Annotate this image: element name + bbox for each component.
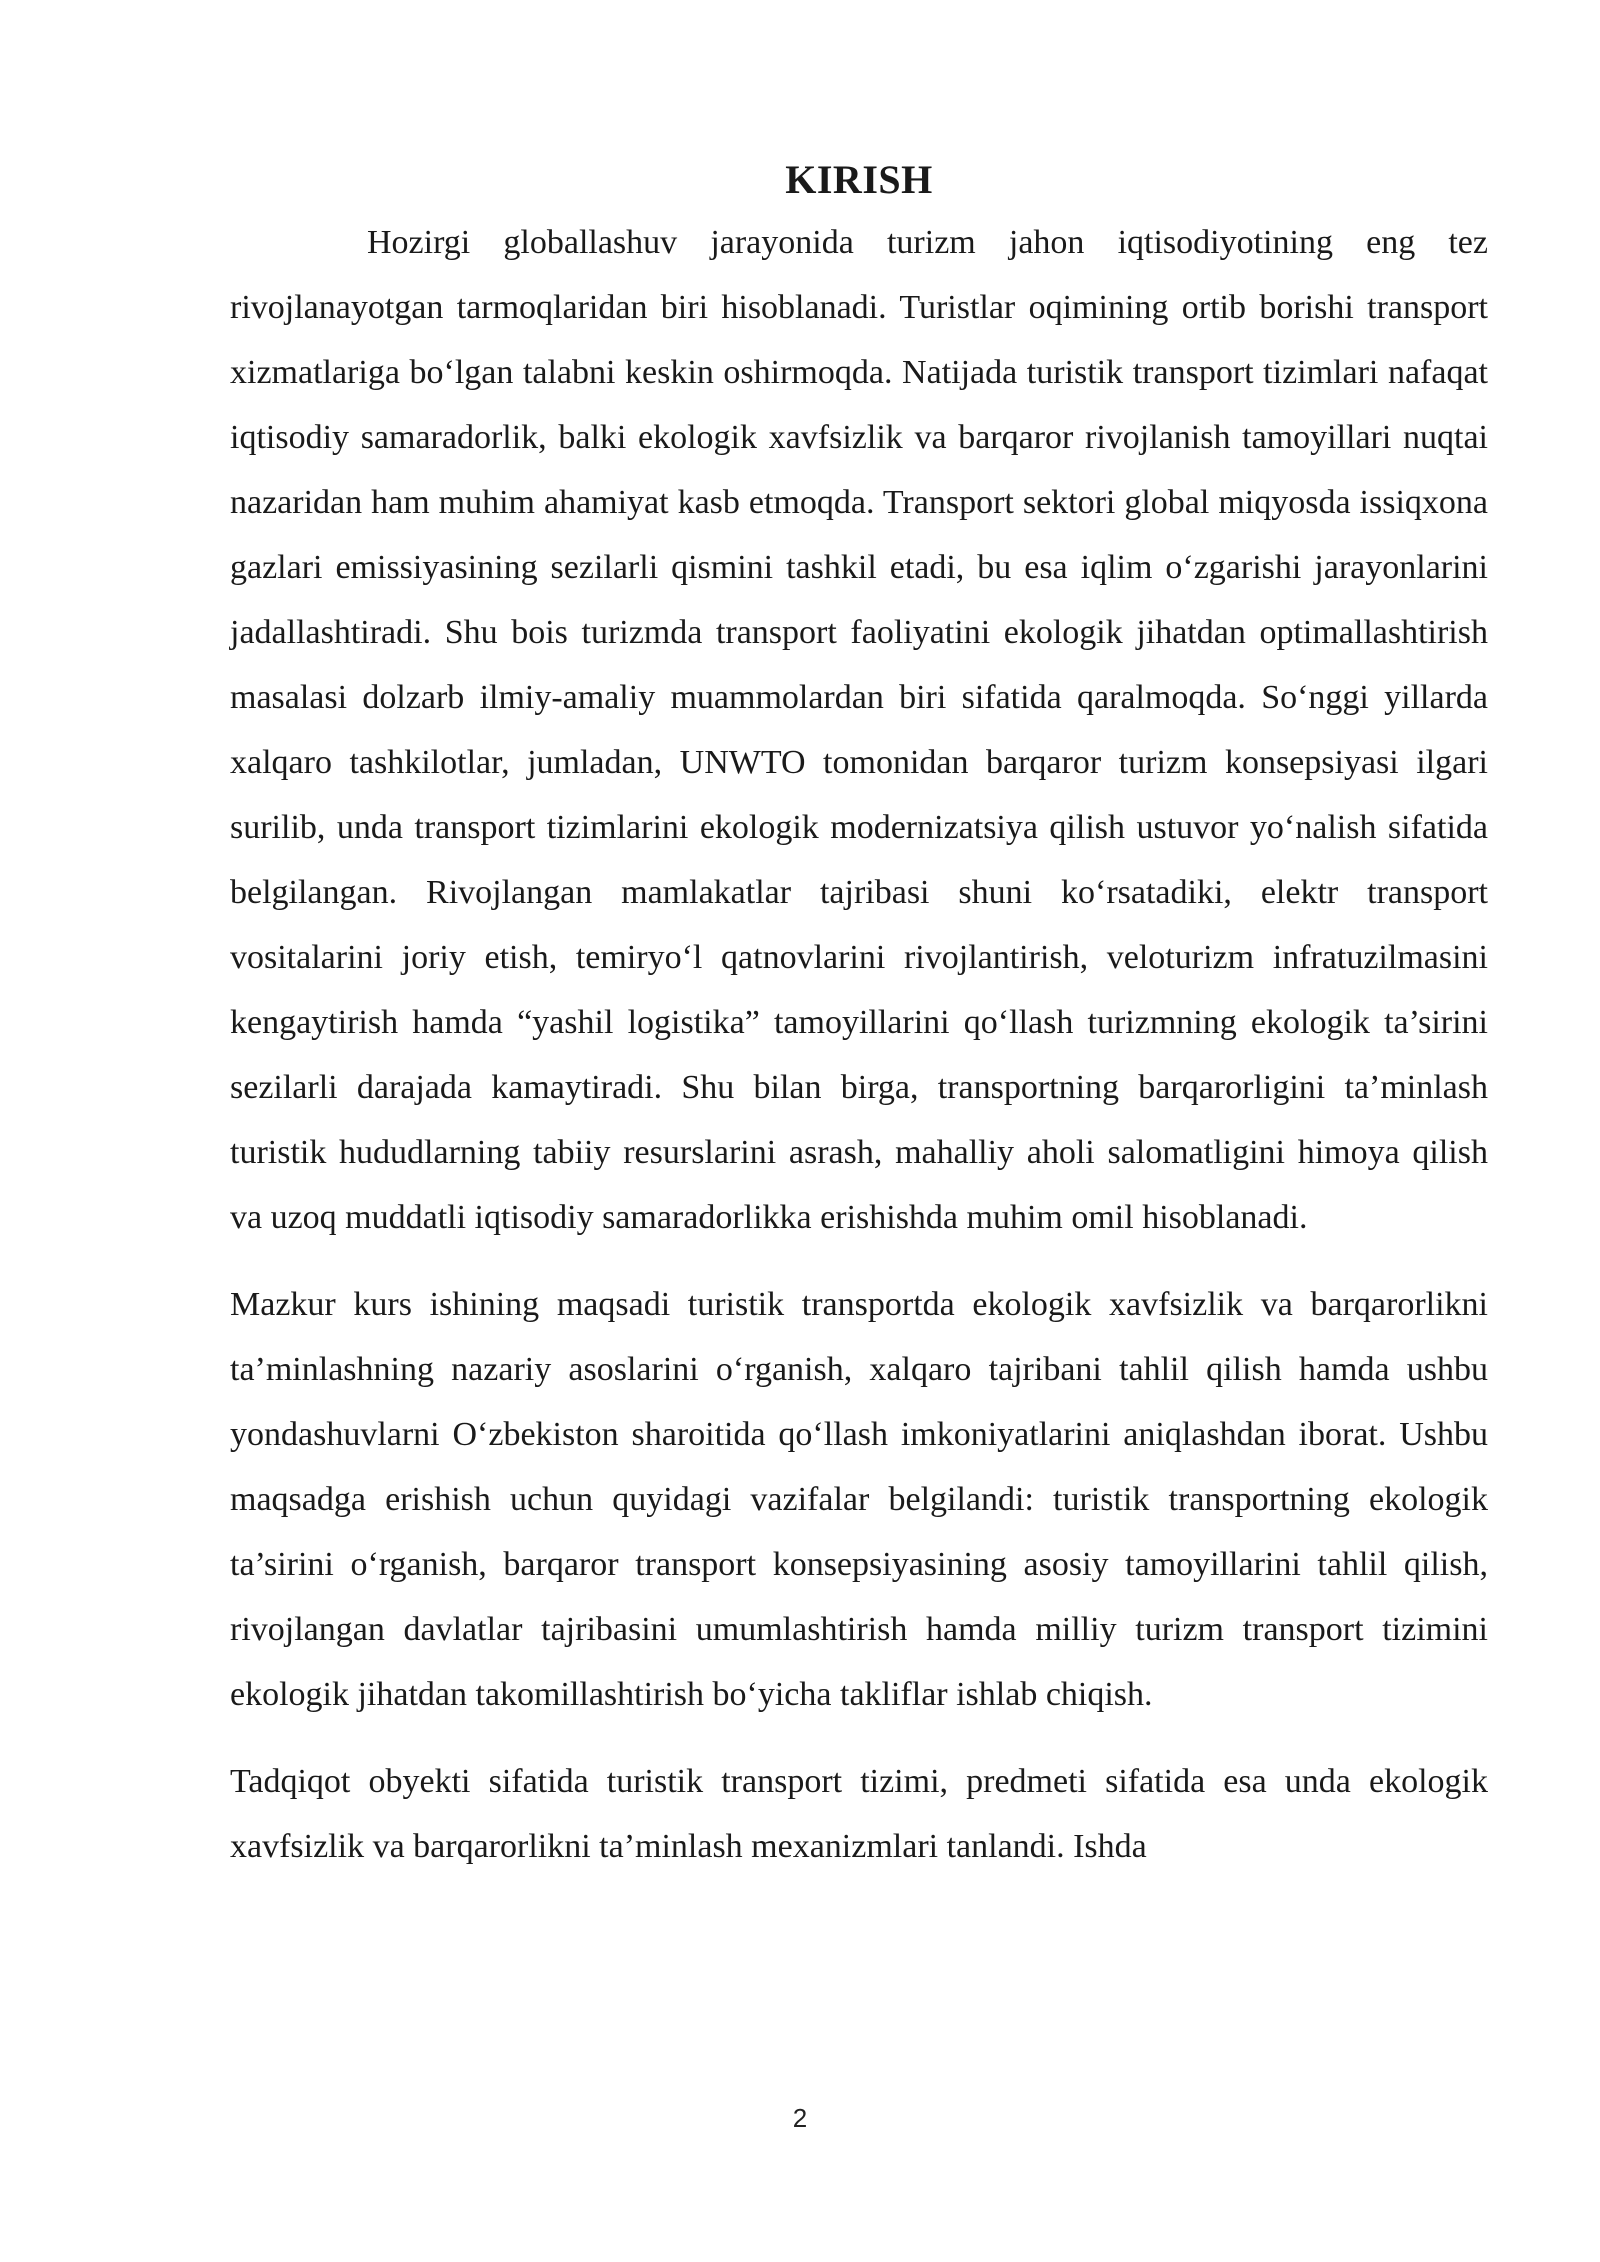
paragraph-introduction: Hozirgi globallashuv jarayonida turizm jahon iqtisodiyotining eng tez rivojlanayotgan tarmoqlaridan biri hisoblanadi. Turistlar oqimining ortib borishi transport xizmatlariga bo‘lgan talabni keskin oshirmoqda. Natijada turistik transport tizimlari nafaqat iqtisodiy samaradorlik, balki ekologik xavfsizlik va barqaror rivojlanish tamoyillari nuqtai nazaridan ham muhim ahamiyat kasb etmoqda. Transport sektori global miqyosda issiqxona gazlari emissiyasining sezilarli qismini tashkil etadi, bu esa iqlim o‘zgarishi jarayonlarini jadallashtiradi. Shu bois turizmda transport faoliyatini ekologik jihatdan optimallashtirish masalasi dolzarb ilmiy-amaliy muammolardan biri sifatida qaralmoqda. So‘nggi yillarda xalqaro tashkilotlar, jumladan, UNWTO tomonidan barqaror turizm konsepsiyasi ilgari surilib, unda transport tizimlarini ekologik modernizatsiya qilish ustuvor yo‘nalish sifatida belgilangan. Rivojlangan mamlakatlar tajribasi shuni ko‘rsatadiki, elektr transport vositalarini joriy etish, temiryo‘l qatnovlarini rivojlantirish, veloturizm infratuzilmasini kengaytirish hamda “yashil logistika” tamoyillarini qo‘llash turizmning ekologik ta’sirini sezilarli darajada kamaytiradi. Shu bilan birga, transportning barqarorligini ta’minlash turistik hududlarning tabiiy resurslarini asrash, mahalliy aholi salomatligini himoya qilish va uzoq muddatli iqtisodiy samaradorlikka erishishda muhim omil hisoblanadi. bbox=[230, 224, 1488, 1236]
page-number: 2 bbox=[792, 2103, 808, 2133]
page-content bbox=[230, 150, 1488, 1879]
paragraph-object: Tadqiqot obyekti sifatida turistik transport tizimi, predmeti sifatida esa unda ekologik xavfsizlik va barqarorlikni ta’minlash mexanizmlari tanlandi. Ishda bbox=[230, 1763, 1488, 1865]
section-title: KIRISH bbox=[785, 157, 933, 202]
paragraph-purpose: Mazkur kurs ishining maqsadi turistik transportda ekologik xavfsizlik va barqarorlikni ta’minlashning nazariy asoslarini o‘rganish, xalqaro tajribani tahlil qilish hamda ushbu yondashuvlarni O‘zbekiston sharoitida qo‘llash imkoniyatlarini aniqlashdan iborat. Ushbu maqsadga erishish uchun quyidagi vazifalar belgilandi: turistik transportning ekologik ta’sirini o‘rganish, barqaror transport konsepsiyasining asosiy tamoyillarini tahlil qilish, rivojlangan davlatlar tajribasini umumlashtirish hamda milliy turizm transport tizimini ekologik jihatdan takomillashtirish bo‘yicha takliflar ishlab chiqish. bbox=[230, 1286, 1488, 1713]
